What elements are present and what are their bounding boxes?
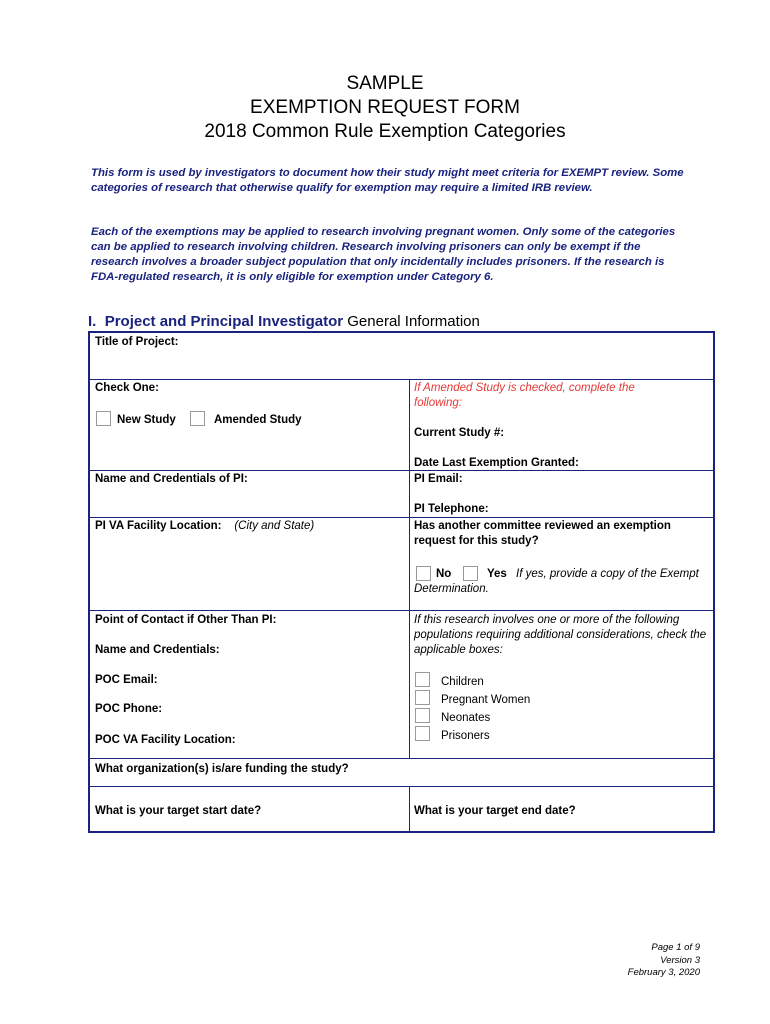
footer-date: February 3, 2020 xyxy=(627,967,700,978)
section-plain-title: General Information xyxy=(347,313,480,330)
funding-label: What organization(s) is/are funding the study? xyxy=(95,763,349,775)
other-committee-question: Has another committee reviewed an exemption request for this study? xyxy=(414,520,671,547)
row-divider xyxy=(90,786,713,787)
intro-paragraph-2: Each of the exemptions may be applied to research involving pregnant women. Only some of the categories can be applied to research involving children. Research involving prisoners can only be exempt if the research involves a broader subject population that only incidentally includes prisoners. If the research is FDA-regulated research, it is only eligible for exemption under Category 6. xyxy=(91,226,676,283)
title-of-project-label: Title of Project: xyxy=(95,336,179,348)
new-study-checkbox[interactable] xyxy=(96,411,111,426)
no-label: No xyxy=(436,568,452,580)
pi-telephone-label: PI Telephone: xyxy=(414,503,489,515)
population-prisoners: Prisoners xyxy=(441,730,490,742)
page-number: Page 1 of 9 xyxy=(651,942,700,953)
population-children: Children xyxy=(441,676,484,688)
poc-label: Point of Contact if Other Than PI: xyxy=(95,614,277,626)
form-title-line-3: 2018 Common Rule Exemption Categories xyxy=(204,121,566,142)
section-number: I. xyxy=(88,313,97,330)
new-study-label: New Study xyxy=(117,414,176,426)
poc-name-label: Name and Credentials: xyxy=(95,644,220,656)
general-information-form xyxy=(88,331,715,833)
date-last-exemption-label: Date Last Exemption Granted: xyxy=(414,457,579,469)
row-divider xyxy=(90,758,713,759)
facility-location xyxy=(95,519,314,534)
row-divider xyxy=(90,379,713,380)
form-title-line-1: SAMPLE xyxy=(346,73,424,94)
column-divider xyxy=(409,379,410,758)
row-divider xyxy=(90,470,713,471)
yes-label: Yes xyxy=(487,568,507,580)
neonates-checkbox[interactable] xyxy=(415,708,430,723)
end-date-label: What is your target end date? xyxy=(414,805,576,817)
yes-hint: If yes, provide a copy of the Exempt Determination. xyxy=(414,568,699,595)
poc-facility-label: POC VA Facility Location: xyxy=(95,734,236,746)
prisoners-checkbox[interactable] xyxy=(415,726,430,741)
intro-paragraph-1: This form is used by investigators to document how their study might meet criteria for EXEMPT review. Some categories of research that otherwise qualify for exemption may require a limited IRB review. xyxy=(91,167,684,194)
facility-location-hint: (City and State) xyxy=(234,520,315,532)
current-study-label: Current Study #: xyxy=(414,427,505,439)
populations-note: If this research involves one or more of the following populations requiring additional considerations, check the applicable boxes: xyxy=(414,614,707,656)
pi-email-label: PI Email: xyxy=(414,473,463,485)
facility-location-label: PI VA Facility Location: xyxy=(95,520,222,532)
section-bold-title: Project and Principal Investigator xyxy=(104,313,344,330)
form-title-line-2: EXEMPTION REQUEST FORM xyxy=(250,97,520,118)
row-divider xyxy=(90,610,713,611)
population-neonates: Neonates xyxy=(441,712,491,724)
poc-phone-label: POC Phone: xyxy=(95,703,163,715)
check-one-label: Check One: xyxy=(95,382,159,394)
children-checkbox[interactable] xyxy=(415,672,430,687)
section-heading xyxy=(88,312,480,332)
amended-study-label: Amended Study xyxy=(214,414,302,426)
amended-note: If Amended Study is checked, complete the following: xyxy=(414,382,635,409)
version: Version 3 xyxy=(660,955,700,966)
population-pregnant-women: Pregnant Women xyxy=(441,694,531,706)
amended-study-checkbox[interactable] xyxy=(190,411,205,426)
column-divider xyxy=(409,786,410,833)
pi-name-label: Name and Credentials of PI: xyxy=(95,473,248,485)
row-divider xyxy=(90,517,713,518)
pregnant-women-checkbox[interactable] xyxy=(415,690,430,705)
poc-email-label: POC Email: xyxy=(95,674,158,686)
start-date-label: What is your target start date? xyxy=(95,805,262,817)
